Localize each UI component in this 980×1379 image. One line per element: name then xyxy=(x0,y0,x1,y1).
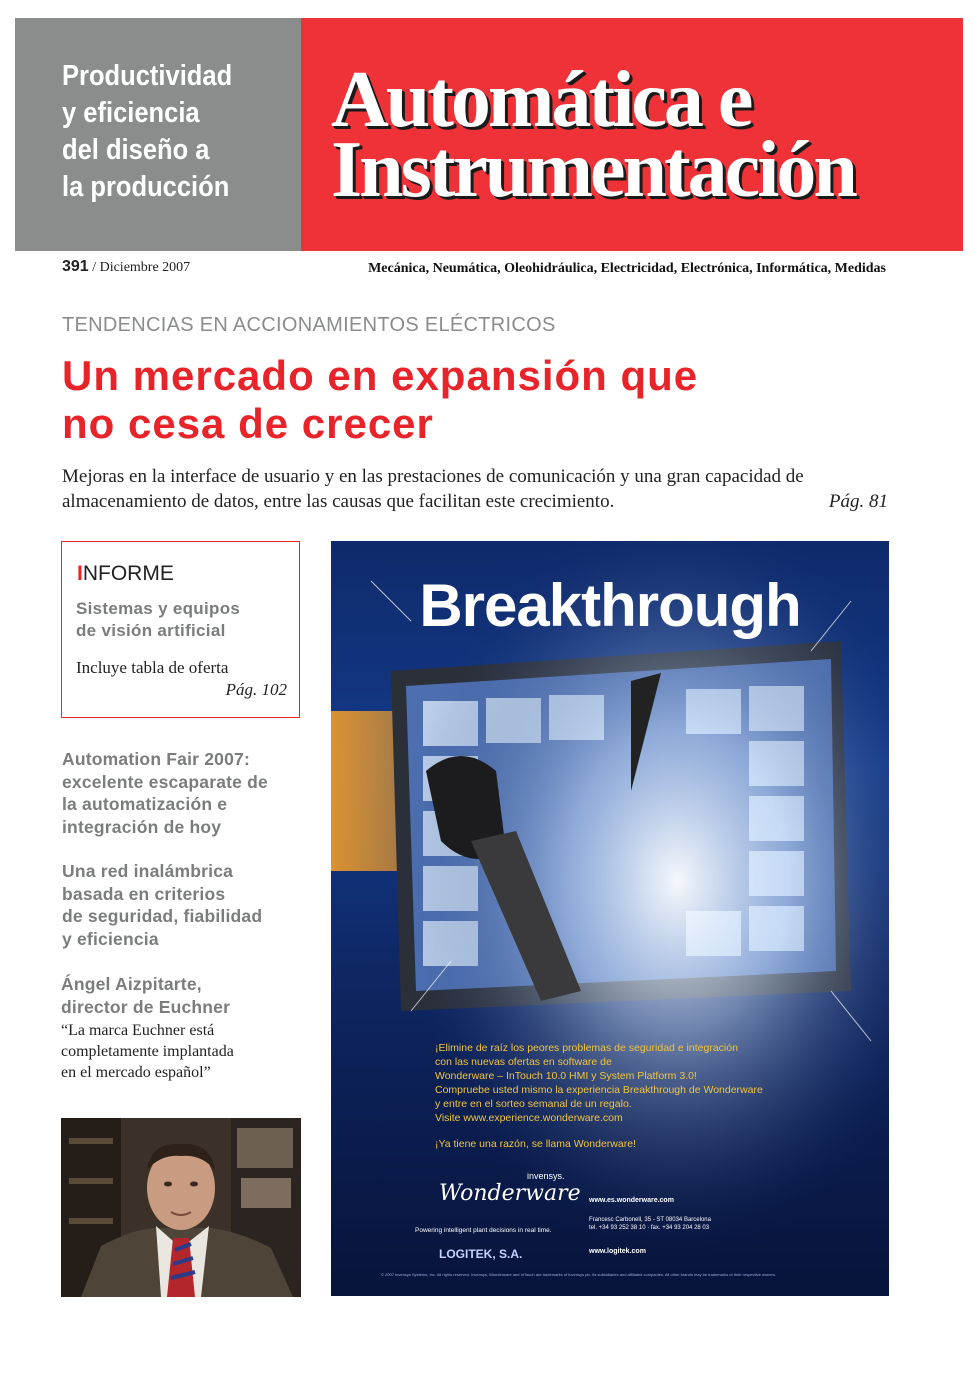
ad-copy-line: Compruebe usted mismo la experiencia Breakthrough de Wonderware xyxy=(435,1084,763,1096)
masthead-title-line1: Automática e xyxy=(331,56,751,144)
deck-text: Mejoras en la interface de usuario y en las prestaciones de comunicación y una gran capacidad de almacenamiento de datos, entre las causas que facilitan este crecimiento. xyxy=(62,466,804,512)
tagline-line: la producción xyxy=(62,171,230,203)
masthead-title-line2: Instrumentación xyxy=(331,126,855,214)
ad-url-logitek[interactable]: www.logitek.com xyxy=(589,1248,646,1255)
informe-box[interactable] xyxy=(61,541,300,718)
lead-kicker: TENDENCIAS EN ACCIONAMIENTOS ELÉCTRICOS xyxy=(62,314,556,336)
lead-page-ref[interactable]: Pág. 81 xyxy=(828,491,888,512)
story-line: Ángel Aizpitarte, xyxy=(61,974,202,994)
story-line: Una red inalámbrica xyxy=(62,861,234,881)
ad-slogan: ¡Ya tiene una razón, se llama Wonderware! xyxy=(435,1138,636,1150)
story-line: de seguridad, fiabilidad xyxy=(62,906,263,926)
informe-title-accent: I xyxy=(77,562,83,585)
ad-address xyxy=(589,1216,789,1232)
ad-address-line: tel. +34 93 252 38 10 · fax. +34 93 204 28 03 xyxy=(589,1225,710,1231)
story-line: excelente escaparate de xyxy=(62,771,268,792)
story-line: Automation Fair 2007: xyxy=(62,749,250,769)
quote-line: en el mercado español” xyxy=(61,1064,211,1081)
ad-url-wonderware[interactable]: www.es.wonderware.com xyxy=(589,1197,674,1204)
interview-quote xyxy=(61,1020,301,1083)
issue-date: / Diciembre 2007 xyxy=(92,260,191,275)
sidebar-story-wireless-network[interactable] xyxy=(62,860,307,950)
ad-copy-line: y entre en el sorteo semanal de un regalo. xyxy=(435,1098,632,1110)
ad-copy-line: ¡Elimine de raíz los peores problemas de seguridad e integración xyxy=(435,1042,738,1054)
ad-copy-line: Visite www.experience.wonderware.com xyxy=(435,1112,623,1124)
story-line: y eficiencia xyxy=(62,928,159,949)
informe-page-ref[interactable]: Pág. 102 xyxy=(225,680,287,699)
wonderware-logo: Wonderware xyxy=(439,1181,581,1206)
lead-headline[interactable] xyxy=(62,352,822,448)
informe-includes: Incluye tabla de oferta xyxy=(76,658,229,677)
ad-fine-print: © 2007 Invensys Systems, Inc. All rights reserved. Invensys, Wonderware and InTouch are trademarks of Invensys plc, its subsidiaries and affiliated companies. All other brands may be trademarks of their respective owners. xyxy=(381,1272,776,1277)
wonderware-advertisement[interactable] xyxy=(331,541,889,1296)
tagline-line: y eficiencia xyxy=(62,97,200,129)
informe-title xyxy=(77,562,174,586)
interviewee-photo xyxy=(61,1118,301,1297)
informe-title-rest: NFORME xyxy=(82,562,174,585)
tagline-line: Productividad xyxy=(62,60,233,92)
story-line: director de Euchner xyxy=(61,996,231,1017)
tagline xyxy=(62,58,264,206)
quote-line: “La marca Euchner está xyxy=(61,1022,215,1039)
subjects-line: Mecánica, Neumática, Oleohidráulica, Electricidad, Electrónica, Informática, Medidas xyxy=(368,261,886,276)
informe-subtitle-line: de visión artificial xyxy=(76,621,226,640)
informe-subtitle xyxy=(76,598,296,642)
sidebar-story-automation-fair[interactable] xyxy=(62,748,307,838)
ad-powering-tagline: Powering intelligent plant decisions in real time. xyxy=(415,1227,552,1234)
informe-subtitle-line: Sistemas y equipos xyxy=(76,599,241,618)
headline-line: no cesa de crecer xyxy=(62,400,434,447)
story-line: integración de hoy xyxy=(62,816,222,837)
issue-number: 391 xyxy=(62,258,89,275)
ad-copy-line: con las nuevas ofertas en software de xyxy=(435,1056,612,1068)
ad-copy-line: Wonderware – InTouch 10.0 HMI y System Platform 3.0! xyxy=(435,1070,697,1082)
headline-line: Un mercado en expansión que xyxy=(62,352,699,399)
lead-deck xyxy=(62,464,888,514)
ad-illustration xyxy=(331,541,889,1296)
issue-info xyxy=(62,258,190,276)
quote-line: completamente implantada xyxy=(61,1043,234,1060)
story-line: basada en criterios xyxy=(62,883,226,904)
tagline-line: del diseño a xyxy=(62,134,210,166)
ad-copy xyxy=(435,1041,875,1125)
sidebar-story-interview[interactable] xyxy=(61,973,306,1018)
story-line: la automatización e xyxy=(62,794,228,814)
logitek-logo: LOGITEK, S.A. xyxy=(439,1247,523,1261)
invensys-logo: invensys. xyxy=(527,1171,565,1181)
portrait-illustration xyxy=(61,1118,301,1297)
ad-title: Breakthrough xyxy=(419,572,801,639)
ad-address-line: Francesc Carbonell, 35 - ST 08034 Barcelona xyxy=(589,1217,711,1223)
